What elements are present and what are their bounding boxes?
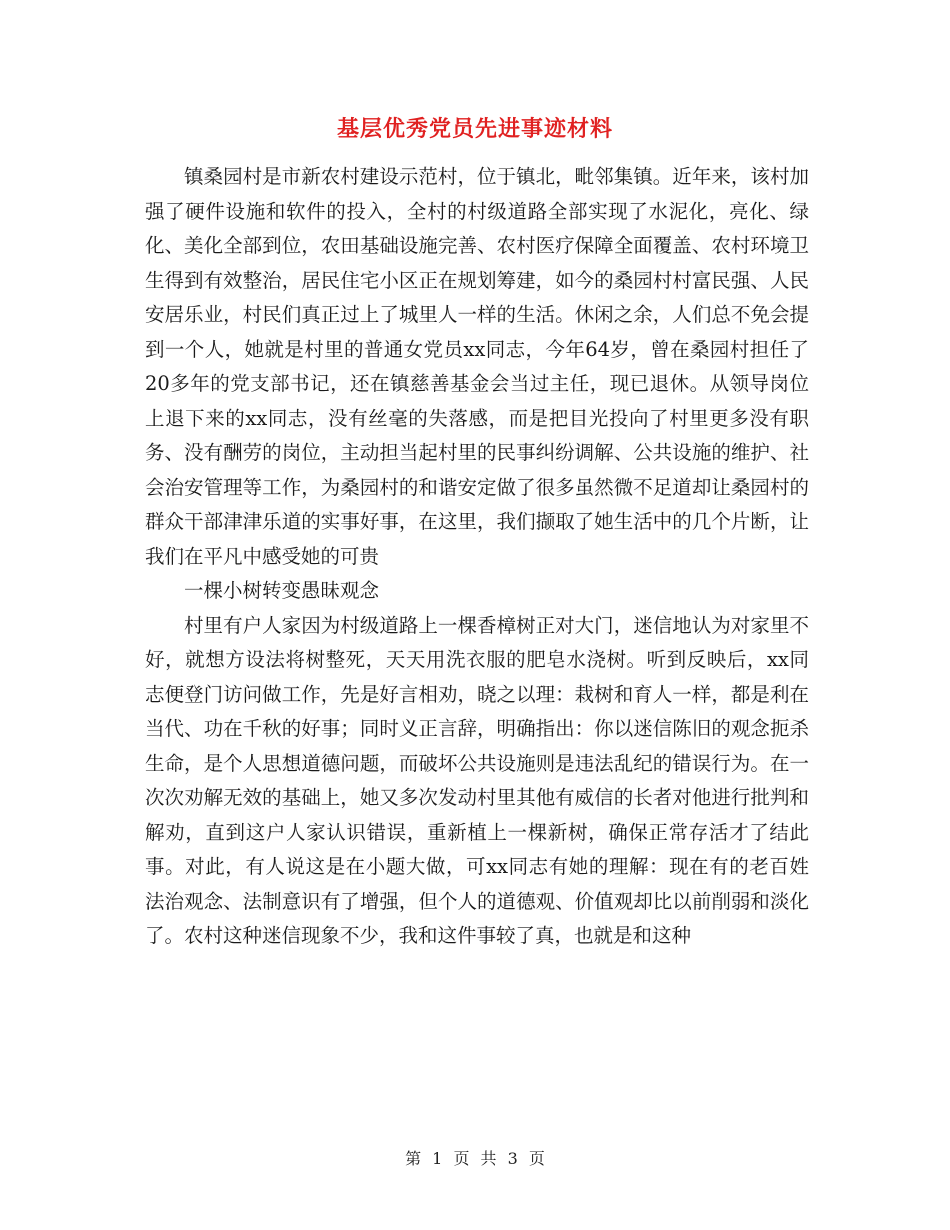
- section-heading: 一棵小树转变愚昧观念: [184, 579, 380, 602]
- page-number-footer: 第 1 页 共 3 页: [405, 1149, 545, 1168]
- document-title: 基层优秀党员先进事迹材料: [336, 116, 613, 142]
- document-body: [145, 160, 809, 954]
- paragraph-intro: 镇桑园村是市新农村建设示范村，位于镇北，毗邻集镇。近年来，该村加强了硬件设施和软件的投入，全村的村级道路全部实现了水泥化，亮化、绿化、美化全部到位，农田基础设施完善、农村医疗保障全面覆盖、农村环境卫生得到有效整治，居民住宅小区正在规划筹建，如今的桑园村村富民强、人民安居乐业，村民们真正过上了城里人一样的生活。休闲之余，人们总不免会提到一个人，她就是村里的普通女党员xx同志，今年64岁，曾在桑园村担任了20多年的党支部书记，还在镇慈善基金会当过主任，现已退休。从领导岗位上退下来的xx同志，没有丝毫的失落感，而是把目光投向了村里更多没有职务、没有酬劳的岗位，主动担当起村里的民事纠纷调解、公共设施的维护、社会治安管理等工作，为桑园村的和谐安定做了很多虽然微不足道却让桑园村的群众干部津津乐道的实事好事，在这里，我们撷取了她生活中的几个片断，让我们在平凡中感受她的可贵: [145, 165, 809, 568]
- paragraph-tree-story: 村里有户人家因为村级道路上一棵香樟树正对大门，迷信地认为对家里不好，就想方设法将树整死，天天用洗衣服的肥皂水浇树。听到反映后，xx同志便登门访问做工作，先是好言相劝，晓之以理：栽树和育人一样，都是利在当代、功在千秋的好事；同时义正言辞，明确指出：你以迷信陈旧的观念扼杀生命，是个人思想道德问题，而破坏公共设施则是违法乱纪的错误行为。在一次次劝解无效的基础上，她又多次发动村里其他有威信的长者对他进行批判和解劝，直到这户人家认识错误，重新植上一棵新树，确保正常存活才了结此事。对此，有人说这是在小题大做，可xx同志有她的理解：现在有的老百姓法治观念、法制意识有了增强，但个人的道德观、价值观却比以前削弱和淡化了。农村这种迷信现象不少，我和这件事较了真，也就是和这种: [145, 613, 809, 947]
